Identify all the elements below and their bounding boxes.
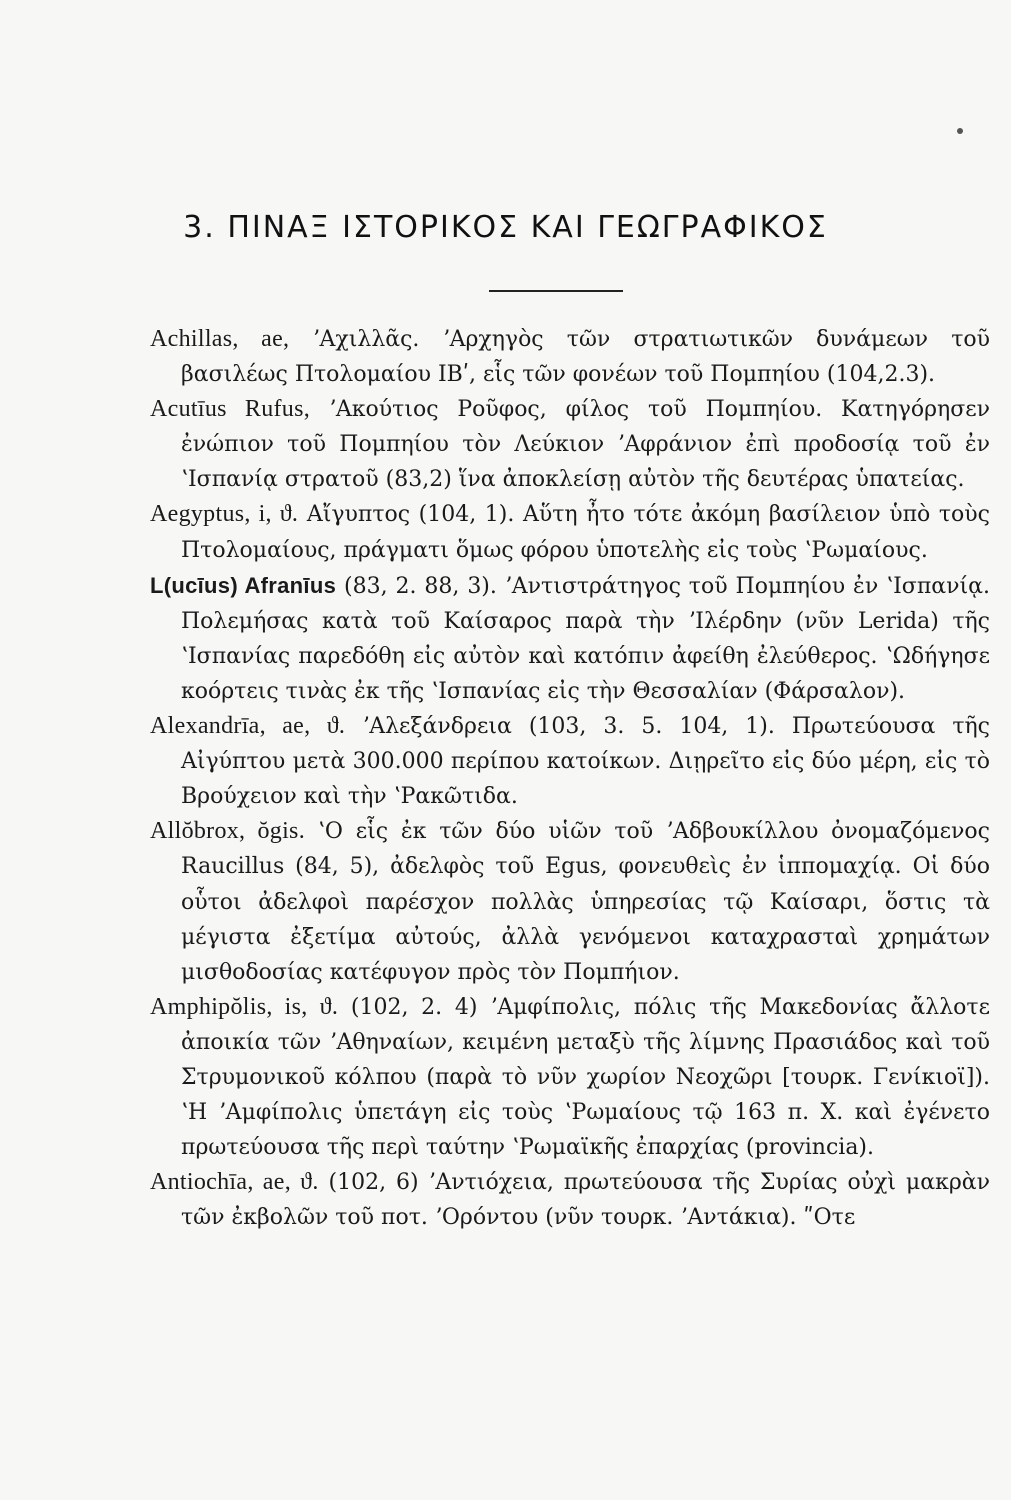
entry-headword: Amphipŏlis, is, ϑ. — [150, 993, 339, 1020]
ink-speck — [957, 128, 963, 134]
entry-headword: L(ucīus) Afranīus — [150, 572, 337, 598]
entry-amphipolis — [150, 990, 990, 1165]
index-entries — [150, 322, 990, 1235]
entry-headword: Acutīus Rufus, — [150, 396, 311, 423]
entry-allobrox — [150, 814, 990, 989]
entry-achillas — [150, 322, 990, 392]
entry-acutius — [150, 392, 990, 497]
entry-headword: Allŏbrox, ŏgis. — [150, 818, 306, 845]
entry-headword: Alexandrīa, ae, ϑ. — [150, 713, 346, 740]
entry-text: (83, 2. 88, 3). ʼΑντιστράτηγος τοῦ Πομπηίου ἐν ʽΙσπανίᾳ. Πολεμήσας κατὰ τοῦ Καίσαρος παρὰ τὴν ʼΙλέρδην (νῦν Lerida) τῆς ʽΙσπανίας παρεδόθη εἰς αὐτὸν καὶ κατόπιν ἀφείθη ἐλεύθερος. ʽΩδήγησε κοόρτεις τινὰς ἐκ τῆς ʽΙσπανίας εἰς τὴν Θεσσαλίαν (Φάρσαλον). — [181, 573, 990, 704]
entry-text: ʼΑκούτιος Ροῦφος, φίλος τοῦ Πομπηίου. Κατηγόρησεν ἐνώπιον τοῦ Πομπηίου τὸν Λεύκιον ʼΑφράνιον ἐπὶ προδοσίᾳ τοῦ ἐν ʽΙσπανίᾳ στρατοῦ (83,2) ἵνα ἀποκλείσῃ αὐτὸν τῆς δευτέρας ὑπατείας. — [181, 397, 991, 493]
entry-text: ʽΟ εἷς ἐκ τῶν δύο υἱῶν τοῦ ʼΑδβουκίλλου ὀνομαζόμενος Raucillus (84, 5), ἀδελφὸς τοῦ Egus, φονευθεὶς ἐν ἱππομαχίᾳ. Οἱ δύο οὗτοι ἀδελφοὶ παρέσχον πολλὰς ὑπηρεσίας τῷ Καίσαρι, ὅστις τὰ μέγιστα ἐξετίμα αὐτούς, ἀλλὰ γενόμενοι καταχρασταὶ χρημάτων μισθοδοσίας κατέφυγον πρὸς τὸν Πομπήιον. — [181, 819, 991, 985]
entry-alexandria — [150, 709, 990, 814]
entry-headword: Antiochīa, ae, ϑ. — [150, 1169, 319, 1196]
entry-headword: Achillas, ae, — [150, 326, 290, 352]
entry-antiochia — [150, 1165, 990, 1235]
entry-text: (102, 2. 4) ʼΑμφίπολις, πόλις τῆς Μακεδονίας ἄλλοτε ἀποικία τῶν ʼΑθηναίων, κειμένη μεταξὺ τῆς λίμνης Πρασιάδος καὶ τοῦ Στρυμονικοῦ κόλπου (παρὰ τὸ νῦν χωρίον Νεοχῶρι [τουρκ. Γενίκιοϊ]). ʽΗ ʼΑμφίπολις ὑπετάγη εἰς τοὺς ʽΡωμαίους τῷ 163 π. Χ. καὶ ἐγένετο πρωτεύουσα τῆς περὶ ταύτην ʽΡωμαϊκῆς ἐπαρχίας (provincia). — [181, 994, 990, 1161]
entry-text: (102, 6) ʼΑντιόχεια, πρωτεύουσα τῆς Συρίας οὐχὶ μακρὰν τῶν ἐκβολῶν τοῦ ποτ. ʼΟρόντου (νῦν τουρκ. ʼΑντάκια). ʺΟτε — [181, 1170, 990, 1231]
page-title: 3. ΠΙΝΑΞ ΙΣΤΟΡΙΚΟΣ ΚΑΙ ΓΕΩΓΡΑΦΙΚΟΣ — [183, 210, 828, 245]
entry-aegyptus — [150, 497, 990, 567]
entry-text: ʼΑλεξάνδρεια (103, 3. 5. 104, 1). Πρωτεύουσα τῆς Αἰγύπτου μετὰ 300.000 περίπου κατοίκων. Διῃρεῖτο εἰς δύο μέρη, εἰς τὸ Βρούχειον καὶ τὴν ʽΡακῶτιδα. — [181, 714, 991, 810]
entry-headword: Aegyptus, i, ϑ. — [150, 501, 299, 528]
entry-text: Αἴγυπτος (104, 1). Αὕτη ἦτο τότε ἀκόμη βασίλειον ὑπὸ τοὺς Πτολομαίους, πράγματι ὅμως φόρου ὑποτελὴς εἰς τοὺς ʽΡωμαίους. — [181, 502, 990, 563]
title-rule — [489, 290, 623, 292]
entry-text: ʼΑχιλλᾶς. ʼΑρχηγὸς τῶν στρατιωτικῶν δυνάμεων τοῦ βασιλέως Πτολομαίου ΙΒʹ, εἷς τῶν φονέων τοῦ Πομπηίου (104,2.3). — [181, 327, 990, 388]
entry-afranius — [150, 568, 990, 709]
